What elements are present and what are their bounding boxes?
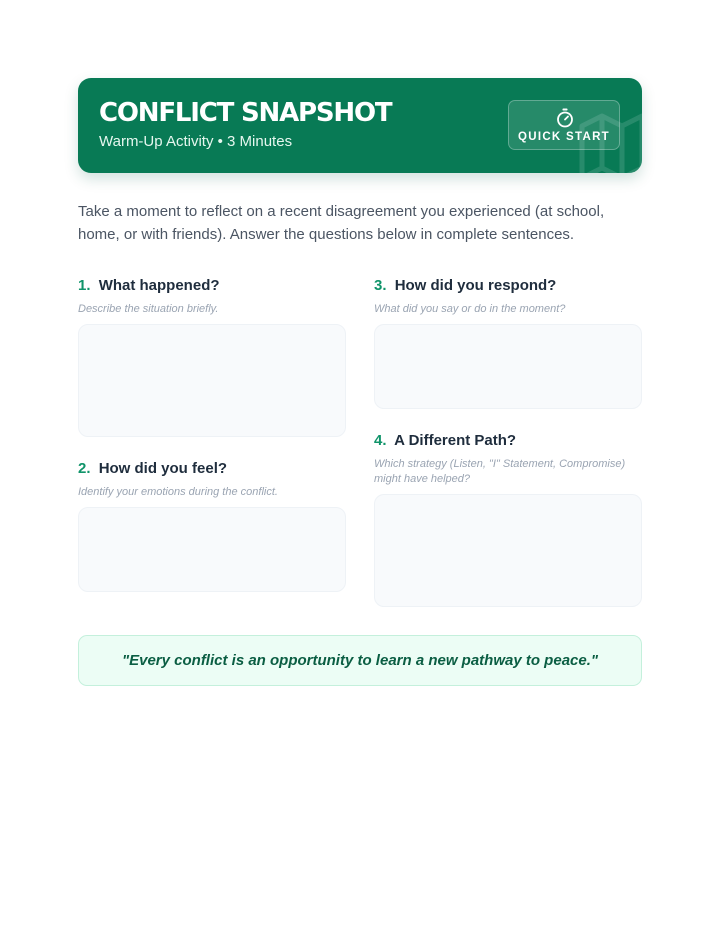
question-4-hint: Which strategy (Listen, "I" Statement, Compromise) might have helped?: [374, 458, 626, 485]
question-3-title: How did you respond?: [394, 277, 557, 294]
question-3-heading: [374, 277, 642, 295]
question-2-title: How did you feel?: [98, 460, 228, 477]
question-3-number: 3.: [374, 277, 387, 294]
header-banner: [78, 78, 642, 173]
question-4-answer-box[interactable]: [374, 494, 642, 607]
question-2-hint: Identify your emotions during the conflict.: [78, 486, 278, 498]
question-3-hint: What did you say or do in the moment?: [374, 303, 566, 315]
question-2-number: 2.: [78, 460, 91, 477]
question-3: [374, 277, 642, 409]
intro-text: Take a moment to reflect on a recent disagreement you experienced (at school, home, or with friends). Answer the questions below in complete sentences.: [78, 203, 605, 243]
question-1-number: 1.: [78, 277, 91, 294]
page-title: CONFLICT SNAPSHOT: [99, 98, 392, 128]
question-1-title: What happened?: [98, 277, 220, 294]
question-4-number: 4.: [374, 432, 387, 449]
question-2-heading: [78, 460, 346, 478]
page-subtitle: Warm-Up Activity • 3 Minutes: [99, 133, 293, 150]
quick-start-label: QUICK START: [517, 131, 611, 143]
question-1-heading: [78, 277, 346, 295]
question-1-answer-box[interactable]: [78, 324, 346, 437]
closing-quote: "Every conflict is an opportunity to learn a new pathway to peace.": [78, 635, 642, 686]
question-2: [78, 460, 346, 592]
question-1: [78, 277, 346, 437]
question-1-hint: Describe the situation briefly.: [78, 303, 219, 315]
quick-start-badge: [508, 100, 620, 150]
question-2-answer-box[interactable]: [78, 507, 346, 592]
stopwatch-icon: [556, 108, 574, 128]
question-4-title: A Different Path?: [394, 432, 517, 449]
question-4: [374, 432, 642, 607]
question-3-answer-box[interactable]: [374, 324, 642, 409]
question-4-heading: [374, 432, 642, 450]
